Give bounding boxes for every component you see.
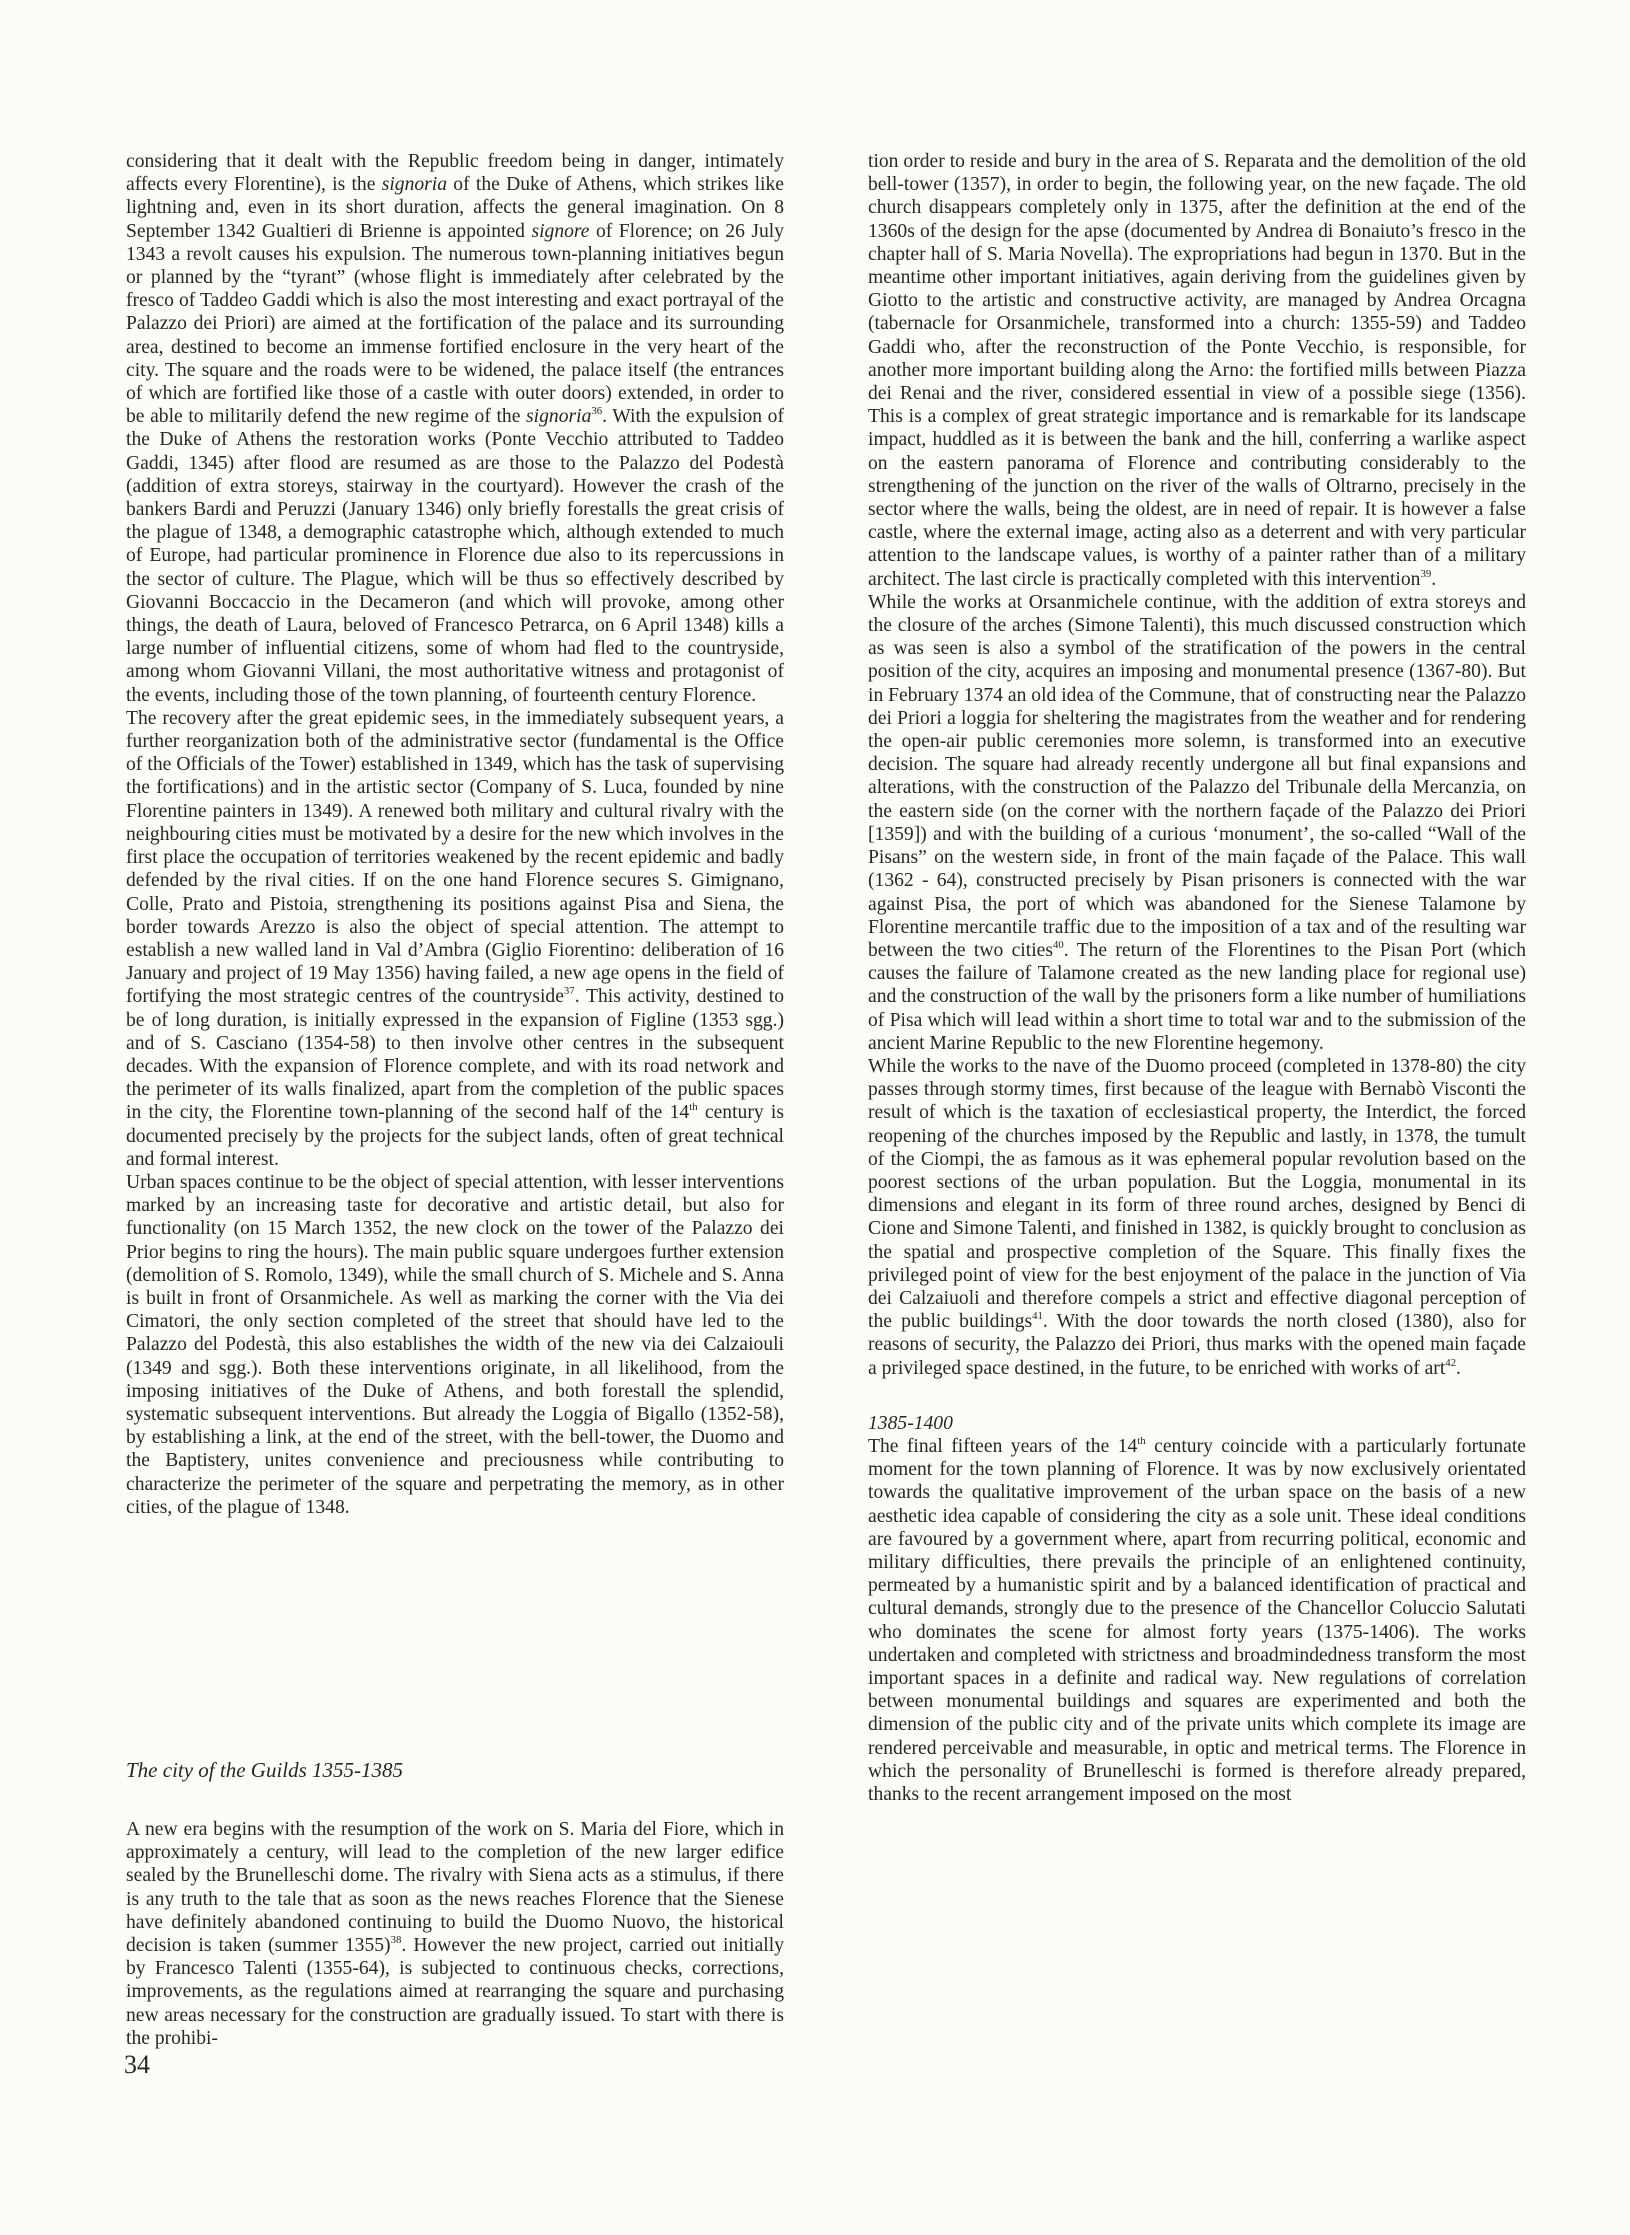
right-column	[868, 150, 1526, 1806]
left-column	[126, 150, 784, 1519]
text-run: While the works at Orsanmichele continue, with the addition of extra storeys and the closure of the arches (Simone Talenti), this much discussed construction which as was seen is also a symbol of the stratification of the powers in the central position of the city, acquires an imposing and monumental presence (1367-80). But in February 1374 an old idea of the Commune, that of constructing near the Palazzo dei Priori a loggia for sheltering the magistrates from the weather and for rendering the open-air public ceremonies more solemn, is transformed into an executive decision. The square had already recently undergone all but final expansions and alterations, with the construction of the Palazzo del Tribunale della Mercanzia, on the eastern side (on the corner with the northern façade of the Palazzo dei Priori [1359]) and with the building of a curious ‘monument’, the so-called “Wall of the Pisans” on the western side, in front of the main façade of the Palace. This wall (1362 - 64), constructed precisely by Pisan prisoners is connected with the war against Pisa, the port of which was abandoned for the Sienese Talamone by Florentine mercantile traffic due to the imposition of a tax and of the resulting war between the two cities	[868, 591, 1526, 961]
text-run: considering that it dealt with the Republic freedom being in danger, intimately affects every Florentine), is the	[126, 151, 784, 196]
ordinal-suffix: th	[689, 1101, 698, 1114]
text-run: The final fifteen years of the 14	[868, 1435, 1138, 1457]
text-run: . However the new project, carried out initially by Francesco Talenti (1355-64), is subjected to continuous checks, corrections, improvements, as the regulations aimed at rearranging the square and purchasing new areas necessary for the construction are gradually issued. To start with there is the prohibi-	[126, 1935, 784, 2049]
italic-term: signoria	[526, 406, 592, 428]
text-run: A new era begins with the resumption of the work on S. Maria del Fiore, which in approximately a century, will lead to the completion of the new larger edifice sealed by the Brunelleschi dome. The rivalry with Siena acts as a stimulus, if there is any truth to the tale that as soon as the news reaches Florence that the Sienese have definitely abandoned continuing to build the Duomo Nuovo, the historical decision is taken (summer 1355)	[126, 1819, 784, 1957]
text-run: .	[1431, 568, 1437, 590]
left-paragraph-1	[126, 150, 784, 707]
section-heading-1385-1400: 1385-1400	[868, 1412, 953, 1434]
right-paragraph-3	[868, 1055, 1526, 1380]
text-run: of Florence; on 26 July 1343 a revolt causes his expulsion. The numerous town-planning initiatives begun or planned by the “tyrant” (whose flight is immediately after celebrated by the fresco of Taddeo Gaddi which is also the most interesting and exact portrayal of the Palazzo dei Priori) are aimed at the fortification of the palace and its surrounding area, destined to become an immense fortified enclosure in the very heart of the city. The square and the roads were to be widened, the palace itself (the entrances of which are fortified like those of a castle with outer doors) extended, in order to be able to militarily defend the new regime of the	[126, 220, 784, 428]
text-run: century is documented precisely by the projects for the subject lands, often of great technical and formal interest.	[126, 1102, 784, 1170]
text-run: . This activity, destined to be of long duration, is initially expressed in the expansion of Figline (1353 sgg.) and of S. Casciano (1354-58) to then involve other centres in the subsequent decades. With the expansion of Florence complete, and with its road network and the perimeter of its walls finalized, apart from the completion of the public spaces in the city, the Florentine town-planning of the second half of the 14	[126, 986, 784, 1124]
text-run: The recovery after the great epidemic sees, in the immediately subsequent years, a further reorganization both of the administrative sector (fundamental is the Office of the Officials of the Tower) established in 1349, which has the task of supervising the fortifications) and in the artistic sector (Company of S. Luca, founded by nine Florentine painters in 1349). A renewed both military and cultural rivalry with the neighbouring cities must be motivated by a desire for the new which involves in the first place the occupation of territories weakened by the recent epidemic and badly defended by the rival cities. If on the one hand Florence secures S. Gimignano, Colle, Prato and Pistoia, strengthening its positions against Pisa and Siena, the border towards Arezzo is also the object of special attention. The attempt to establish a new walled land in Val d’Ambra (Giglio Fiorentino: deliberation of 16 January and project of 19 May 1356) having failed, a new age opens in the field of fortifying the most strategic centres of the countryside	[126, 707, 784, 1008]
text-run: . The return of the Florentines to the Pisan Port (which causes the failure of Talamone created as the new landing place for regional use) and the construction of the wall by the prisoners form a like number of humiliations of Pisa which will lead within a short time to total war and to the submission of the ancient Marine Republic to the new Florentine hegemony.	[868, 939, 1527, 1054]
text-run: . With the expulsion of the Duke of Athens the restoration works (Ponte Vecchio attributed to Taddeo Gaddi, 1345) after flood are resumed as are those to the Palazzo del Podestà (addition of extra storeys, stairway in the courtyard). However the crash of the bankers Bardi and Peruzzi (January 1346) only briefly forestalls the great crisis of the plague of 1348, a demographic catastrophe which, although extended to much of Europe, had particular prominence in Florence due also to its repercussions in the sector of culture. The Plague, which will be thus so effectively described by Giovanni Boccaccio in the Decameron (and which will provoke, among other things, the death of Laura, beloved of Francesco Petrarca, on 6 April 1348) kills a large number of influential citizens, some of whom had fled to the countryside, among whom Giovanni Villani, the most authoritative witness and protagonist of the events, including those of the town planning, of fourteenth century Florence.	[126, 406, 785, 706]
footnote-ref: 42	[1445, 1356, 1457, 1369]
text-run: century coincide with a particularly fortunate moment for the town planning of Florence. It was by now exclusively orientated towards the qualitative improvement of the urban space on the basis of a new aesthetic idea capable of considering the city as a sole unit. These ideal conditions are favoured by a government where, apart from recurring political, economic and military difficulties, there prevails the principle of an enlightened continuity, permeated by a humanistic spirit and by a balanced identification of practical and cultural demands, strongly due to the presence of the Chancellor Coluccio Salutati who dominates the scene for almost forty years (1375-1406). The works undertaken and completed with strictness and broadmindedness transform the most important spaces in a definite and radical way. New regulations of correlation between monumental buildings and squares are experimented and both the dimension of the public city and of the private units which complete its image are rendered perceivable and measurable, in optic and metrical terms. The Florence in which the personality of Brunelleschi is formed is therefore already prepared, thanks to the recent arrangement imposed on the most	[868, 1435, 1526, 1806]
text-run: of the Duke of Athens, which strikes like lightning and, even in its short duration, affects the general imagination. On 8 September 1342 Gualtieri di Brienne is appointed	[126, 174, 784, 242]
text-run: . With the door towards the north closed (1380), also for reasons of security, the Palazzo dei Priori, thus marks with the opened main façade a privileged space destined, in the future, to be enriched with works of art	[868, 1311, 1526, 1379]
left-paragraph-2	[126, 707, 784, 1171]
text-run: tion order to reside and bury in the area of S. Reparata and the demolition of the old bell-tower (1357), in order to begin, the following year, on the new façade. The old church disappears completely only in 1375, after the definition at the end of the 1360s of the design for the apse (documented by Andrea di Bonaiuto’s fresco in the chapter hall of S. Maria Novella). The expropriations had begun in 1370. But in the meantime other important initiatives, again deriving from the guidelines given by Giotto to the artistic and constructive activity, are managed by Andrea Orcagna (tabernacle for Orsanmichele, transformed into a church: 1355-59) and Taddeo Gaddi who, after the reconstruction of the Ponte Vecchio, is responsible, for another more important building along the Arno: the fortified mills between Piazza dei Renai and the river, considered essential in view of a possible siege (1356). This is a complex of great strategic importance and is remarkable for its landscape impact, huddled as it is between the bank and the hill, conferring a warlike aspect on the eastern panorama of Florence and contributing considerably to the strengthening of the junction on the river of the walls of Oltrarno, precisely in the sector where the walls, being the oldest, are in need of repair. It is however a false castle, where the external image, acting also as a deterrent and with very particular attention to the landscape values, is worthy of a painter rather than of a military architect. The last circle is practically completed with this intervention	[868, 151, 1526, 590]
italic-term: signore	[531, 220, 590, 242]
footnote-ref: 36	[591, 405, 603, 418]
text-run: .	[1456, 1357, 1461, 1379]
footnote-ref: 40	[1052, 938, 1064, 951]
left-paragraph-4	[126, 1818, 784, 2050]
right-paragraph-4	[868, 1435, 1526, 1806]
footnote-ref: 38	[390, 1933, 402, 1946]
footnote-ref: 37	[563, 985, 575, 998]
footnote-ref: 41	[1032, 1310, 1043, 1323]
ordinal-suffix: th	[1137, 1434, 1146, 1447]
left-paragraph-3: Urban spaces continue to be the object of special attention, with lesser interventions marked by an increasing taste for decorative and artistic detail, but also for functionality (on 15 March 1352, the new clock on the tower of the Palazzo dei Prior begins to ring the hours). The main public square undergoes further extension (demolition of S. Romolo, 1349), while the small church of S. Michele and S. Anna is built in front of Orsanmichele. As well as marking the corner with the Via dei Cimatori, the only section completed of the street that should have led to the Palazzo del Podestà, this also establishes the width of the new via dei Calzaiouli (1349 and sgg.). Both these interventions originate, in all likelihood, from the imposing initiatives of the Duke of Athens, and both forestall the splendid, systematic subsequent interventions. But already the Loggia of Bigallo (1352-58), by establishing a link, at the end of the street, with the bell-tower, the Duomo and the Baptistery, unites convenience and preciousness while contributing to characterize the perimeter of the square and perpetrating the memory, as in other cities, of the plague of 1348.	[126, 1171, 784, 1518]
left-column-bottom	[126, 1818, 784, 2050]
right-paragraph-1	[868, 150, 1526, 591]
text-run: While the works to the nave of the Duomo proceed (completed in 1378-80) the city passes through stormy times, first because of the league with Bernabò Visconti the result of which is the taxation of ecclesiastical property, the Interdict, the forced reopening of the churches imposed by the Republic and lastly, in 1378, the tumult of the Ciompi, the as famous as it was ephemeral popular revolution based on the poorest sections of the urban population. But the Loggia, monumental in its dimensions and elegant in its form of three round arches, designed by Benci di Cione and Simone Talenti, and finished in 1382, is quickly brought to conclusion as the spatial and prospective completion of the Square. This finally fixes the privileged point of view for the best enjoyment of the palace in the junction of Via dei Calzaiuoli and therefore compels a strict and effective diagonal perception of the public buildings	[868, 1055, 1526, 1333]
right-paragraph-2	[868, 591, 1526, 1055]
page-number: 34	[124, 2050, 150, 2079]
footnote-ref: 39	[1420, 567, 1432, 580]
section-heading-guilds: The city of the Guilds 1355-1385	[126, 1758, 404, 1782]
italic-term: signoria	[381, 174, 448, 196]
